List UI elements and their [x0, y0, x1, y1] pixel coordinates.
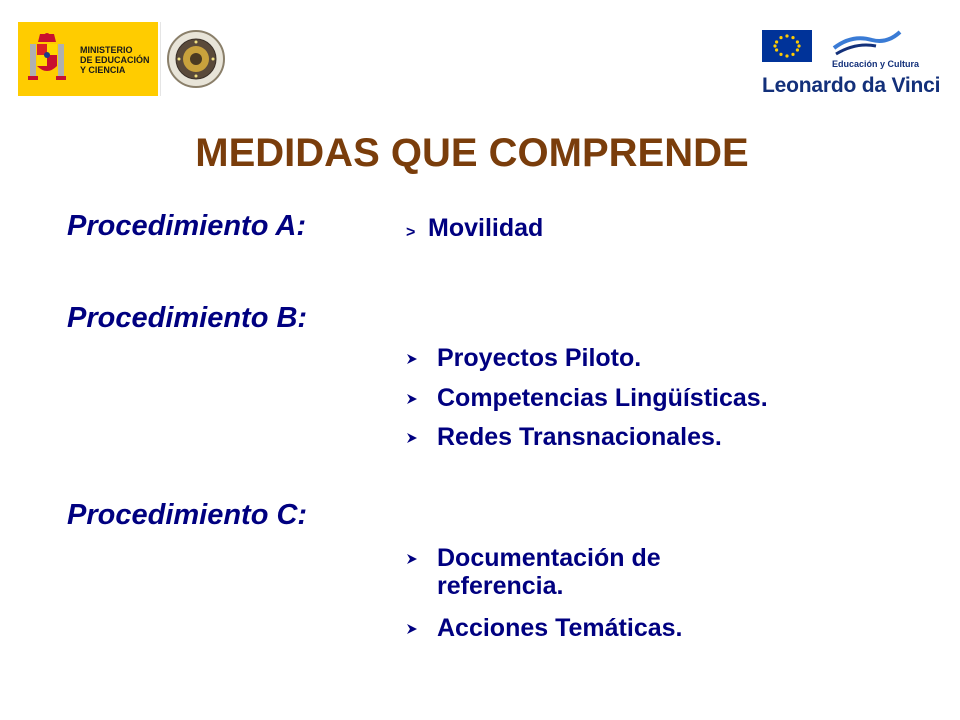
arrow-bullet-icon [406, 353, 418, 365]
list-item-text: Movilidad [428, 214, 544, 242]
list-item-text: Acciones Temáticas. [437, 614, 683, 642]
list-item-text: Proyectos Piloto. [437, 344, 642, 372]
ministerio-logo [18, 22, 158, 96]
list-item [406, 544, 767, 600]
list-item [428, 214, 543, 242]
list-item-text: Redes Transnacionales. [437, 423, 722, 451]
ministry-line: MINISTERIO [80, 45, 133, 55]
list-item [406, 614, 682, 642]
ministry-line: DE EDUCACIÓN [80, 55, 150, 65]
program-name: Leonardo da Vinci [762, 74, 941, 97]
list-item [406, 384, 768, 412]
ministry-name [80, 45, 150, 75]
arrow-bullet-icon [406, 553, 418, 565]
page-title: MEDIDAS QUE COMPRENDE [195, 131, 749, 175]
education-culture-swoosh-icon [832, 28, 902, 56]
program-subtitle: Educación y Cultura [832, 59, 920, 69]
seal-icon [166, 29, 226, 89]
eu-flag-icon [760, 28, 830, 64]
procedure-b-label: Procedimiento B: [67, 302, 308, 334]
list-item [406, 344, 641, 372]
procedure-c-label: Procedimiento C: [67, 499, 308, 531]
arrow-bullet-icon [406, 623, 418, 635]
list-item-text: Competencias Lingüísticas. [437, 384, 768, 412]
spanish-coat-of-arms-icon [28, 30, 66, 88]
procedure-a-label: Procedimiento A: [67, 210, 307, 242]
ministry-line: Y CIENCIA [80, 65, 126, 75]
arrow-bullet-icon: > [406, 224, 416, 241]
arrow-bullet-icon [406, 432, 418, 444]
list-item [406, 423, 722, 451]
list-item-text: Documentación de referencia. [437, 544, 661, 600]
agency-seal-logo [160, 22, 231, 96]
arrow-bullet-icon [406, 393, 418, 405]
